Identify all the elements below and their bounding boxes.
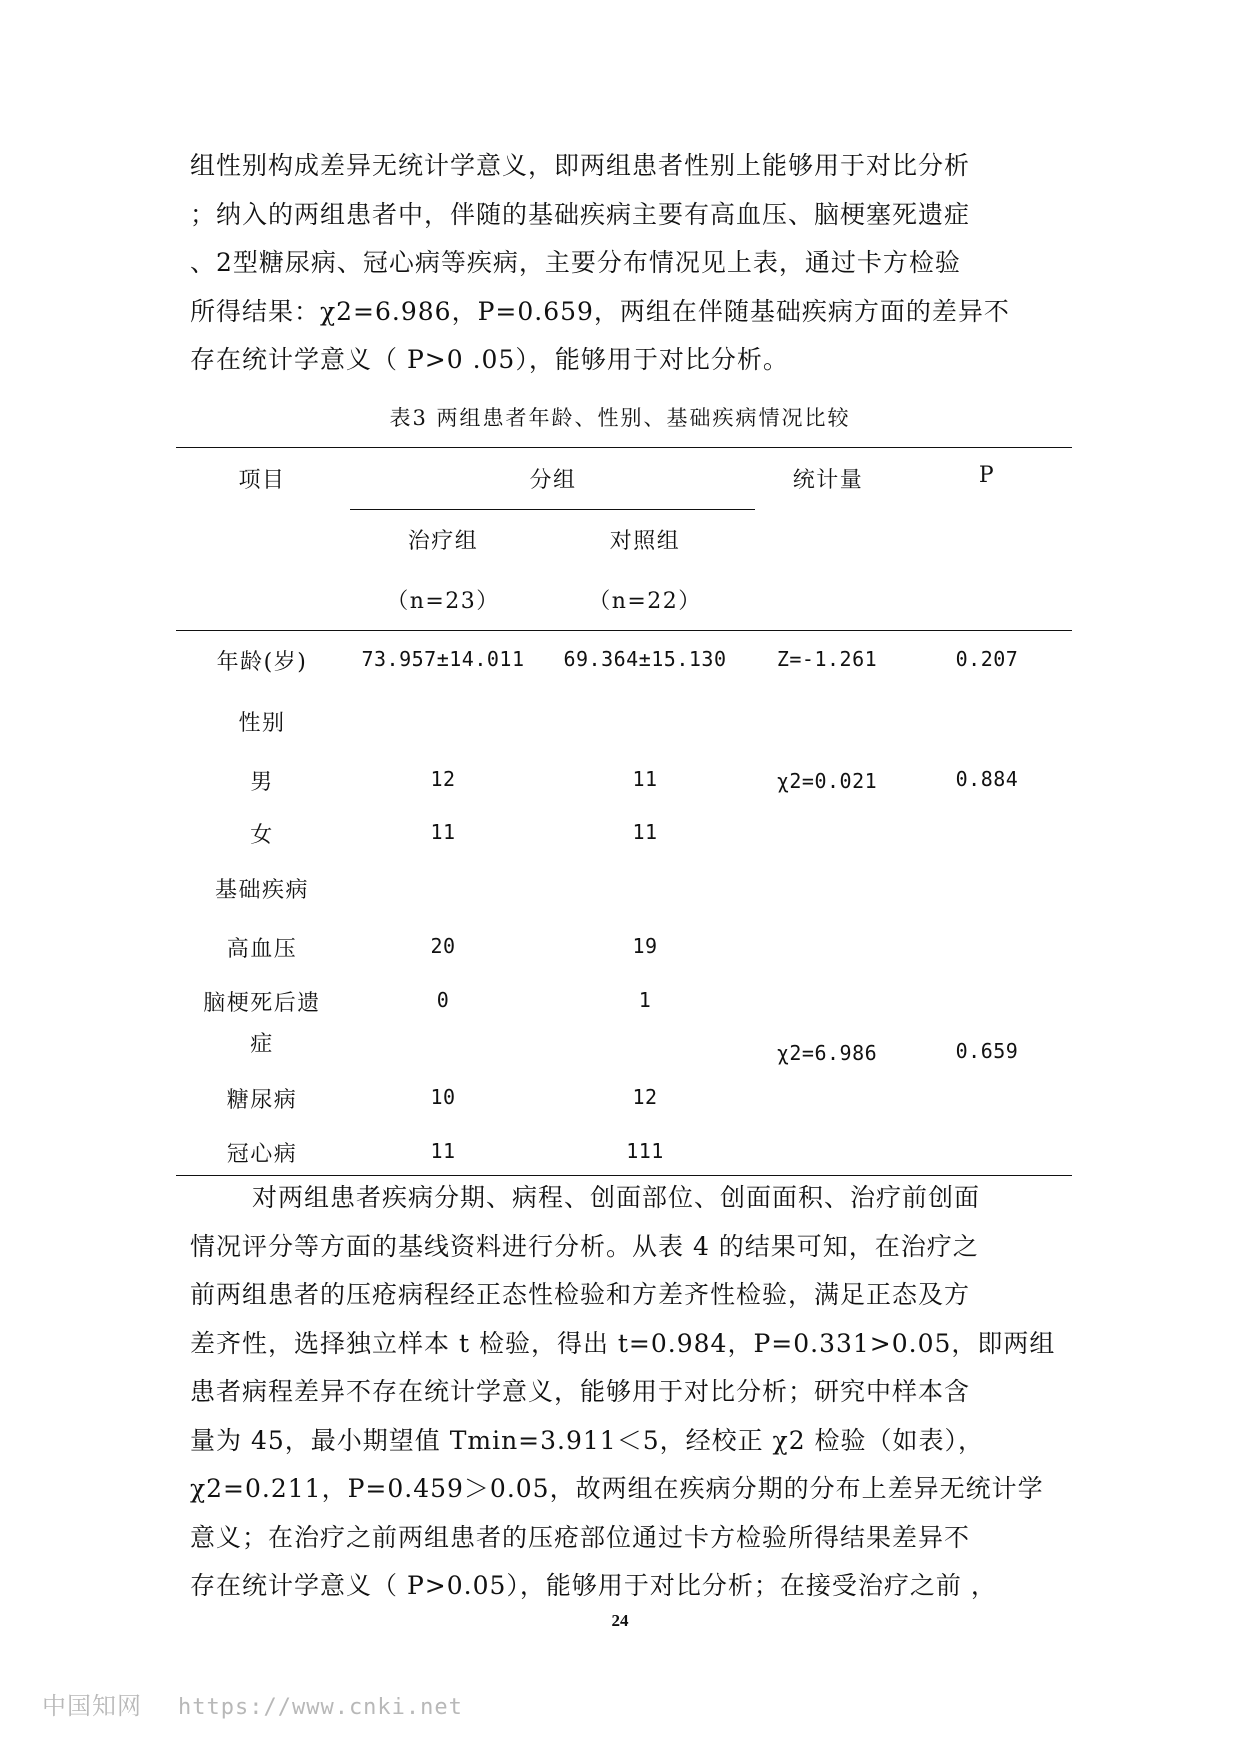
header-group: 分组: [529, 468, 577, 493]
row-label-diabetes: 糖尿病: [226, 1088, 298, 1113]
cell-chd-control: 111: [626, 1139, 664, 1163]
row-label-chd: 冠心病: [226, 1142, 298, 1167]
cell-male-treatment: 12: [430, 767, 456, 791]
table-top-rule: [176, 447, 1072, 448]
row-label-hypertension: 高血压: [226, 937, 298, 962]
cell-female-control: 11: [632, 820, 658, 844]
table-caption: 表3 两组患者年龄、性别、基础疾病情况比较: [389, 406, 851, 430]
cell-hypertension-control: 19: [632, 934, 658, 958]
watermark-url: https://www.cnki.net: [178, 1695, 463, 1720]
cell-male-p: 0.884: [955, 767, 1019, 791]
watermark-brand: 中国知网: [42, 1692, 142, 1720]
row-label-disease: 基础疾病: [214, 878, 310, 903]
cell-age-p: 0.207: [955, 647, 1019, 671]
header-treatment-n: （n=23）: [386, 589, 500, 614]
cell-age-stat: Z=-1.261: [776, 647, 878, 671]
cell-male-stat: χ2=0.021: [776, 769, 878, 793]
cell-cerebral-control: 1: [638, 988, 652, 1012]
header-bottom-rule: [176, 630, 1072, 631]
paragraph-top: [190, 142, 1060, 385]
text-line: χ2=0.211，P=0.459＞0.05，故两组在疾病分期的分布上差异无统计学: [190, 1474, 1044, 1503]
cell-hypertension-treatment: 20: [430, 934, 456, 958]
row-label-male: 男: [250, 770, 274, 795]
text-line: 差齐性，选择独立样本 t 检验，得出 t=0.984，P=0.331>0.05，即两组: [190, 1328, 1056, 1358]
cell-female-treatment: 11: [430, 820, 456, 844]
header-control: 对照组: [609, 529, 681, 554]
text-line: 所得结果：χ2=6.986，P=0.659，两组在伴随基础疾病方面的差异不: [190, 296, 1010, 326]
text-line: 情况评分等方面的基线资料进行分析。从表 4 的结果可知，在治疗之: [190, 1231, 979, 1261]
cell-chd-treatment: 11: [430, 1139, 456, 1163]
cell-cerebral-treatment: 0: [436, 988, 450, 1012]
cell-diabetes-treatment: 10: [430, 1085, 456, 1109]
header-item: 项目: [238, 468, 286, 493]
row-label-cerebral-cont: 症: [250, 1032, 274, 1057]
text-line: ；纳入的两组患者中，伴随的基础疾病主要有高血压、脑梗塞死遗症: [190, 199, 971, 229]
text-line: 意义；在治疗之前两组患者的压疮部位通过卡方检验所得结果差异不: [190, 1522, 971, 1552]
cell-age-treatment: 73.957±14.011: [361, 647, 525, 671]
text-line: 存在统计学意义（ P>0 .05），能够用于对比分析。: [190, 345, 789, 374]
cell-diabetes-control: 12: [632, 1085, 658, 1109]
group-header-rule: [350, 509, 755, 510]
cell-disease-stat: χ2=6.986: [776, 1041, 878, 1065]
header-treatment: 治疗组: [407, 529, 479, 554]
text-line: 存在统计学意义（ P>0.05），能够用于对比分析；在接受治疗之前 ，: [190, 1571, 997, 1600]
row-label-cerebral: 脑梗死后遗: [203, 991, 321, 1016]
cell-male-control: 11: [632, 767, 658, 791]
text-line: 患者病程差异不存在统计学意义，能够用于对比分析；研究中样本含: [190, 1377, 971, 1406]
row-label-sex: 性别: [238, 711, 286, 736]
row-label-age: 年龄(岁): [216, 650, 308, 675]
paragraph-bottom: [190, 1174, 1060, 1611]
header-stat: 统计量: [792, 468, 864, 493]
cell-disease-p: 0.659: [955, 1039, 1019, 1063]
row-label-female: 女: [250, 823, 274, 848]
text-line: 组性别构成差异无统计学意义，即两组患者性别上能够用于对比分析: [190, 151, 971, 180]
text-line: 前两组患者的压疮病程经正态性检验和方差齐性检验，满足正态及方: [190, 1280, 971, 1309]
text-line: 对两组患者疾病分期、病程、创面部位、创面面积、治疗前创面: [252, 1183, 981, 1212]
cell-age-control: 69.364±15.130: [563, 647, 727, 671]
cnki-watermark: [42, 1686, 463, 1721]
header-control-n: （n=22）: [588, 589, 702, 614]
header-p: P: [978, 463, 996, 488]
text-line: 、2型糖尿病、冠心病等疾病，主要分布情况见上表，通过卡方检验: [190, 248, 961, 277]
text-line: 量为 45，最小期望值 Tmin=3.911＜5，经校正 χ2 检验（如表），: [190, 1425, 985, 1455]
page-number: 24: [611, 1611, 629, 1630]
